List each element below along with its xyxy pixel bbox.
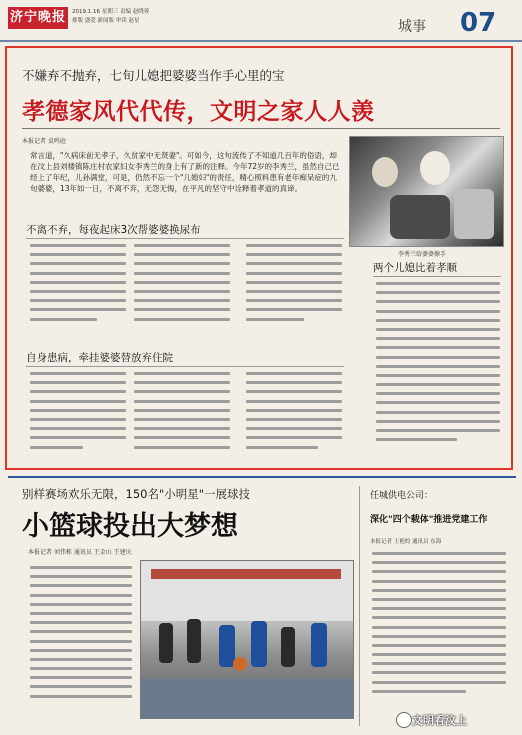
- subhead-3-rule: [373, 276, 501, 277]
- headline-divider: [22, 128, 500, 129]
- side-byline: 本报记者 王艳的 通讯员 东海: [370, 539, 442, 545]
- sports-kicker: 别样赛场欢乐无限，150名"小明星"一展球技: [22, 487, 251, 501]
- newspaper-logo: 济宁晚报: [8, 7, 68, 29]
- sports-text-column: [30, 566, 132, 716]
- subhead-2: 自身患病，牵挂婆婆替放弃住院: [26, 352, 173, 364]
- masthead-meta-line2: 排版 盛爱 新闻版 审读 赵星: [72, 18, 140, 24]
- sports-byline: 本报记者 刘伟栋 通讯员 王金山 王建庆: [28, 549, 132, 556]
- section-name: 城事: [398, 19, 426, 35]
- text-column-5: [134, 372, 230, 464]
- column-divider: [359, 486, 360, 726]
- masthead-meta: [72, 8, 149, 26]
- side-text-column: [372, 552, 506, 712]
- basketball-photo: [140, 560, 354, 719]
- text-column-7: [376, 282, 500, 462]
- sports-headline: 小篮球投出大梦想: [22, 511, 238, 542]
- side-headline: 深化"四个载体"推进党建工作: [370, 515, 488, 525]
- subhead-3: 两个儿媳比着孝顺: [373, 262, 457, 274]
- subhead-1: 不离不弃，每夜起床3次帮婆婆换尿布: [26, 224, 201, 236]
- text-column-3: [246, 244, 342, 336]
- story-divider: [8, 476, 516, 478]
- watermark-icon: [396, 712, 412, 728]
- lead-kicker: 不嫌弃不抛弃，七旬儿媳把婆婆当作手心里的宝: [22, 68, 285, 83]
- text-column-1: [30, 244, 126, 336]
- page-number: 07: [460, 8, 497, 38]
- subhead-1-rule: [26, 238, 344, 239]
- masthead-meta-line1: 2019.1.16 星期三 责编 赵晓蓉: [72, 9, 150, 15]
- masthead-divider: [0, 40, 522, 42]
- lead-photo-caption: 李秀兰给婆婆擦手: [398, 251, 447, 258]
- watermark: 文明看汶上: [412, 714, 467, 727]
- side-kicker: 任城供电公司：: [370, 491, 434, 501]
- lead-byline: 本报记者 袁鸣庭: [22, 138, 66, 145]
- text-column-2: [134, 244, 230, 336]
- subhead-2-rule: [26, 366, 344, 367]
- text-column-4: [30, 372, 126, 464]
- text-column-6: [246, 372, 342, 464]
- lead-paragraph: 常言道，"久病床前无孝子，久贫家中无贤妻"。可如今，这句流传了不知道几百年的俗语，却在汶上县刘楼镇陈庄村农家妇女李秀兰的身上有了新的注释。今年72岁的李秀兰，虽然自己已经上了年纪，儿孙满堂，可是，仍然不忘一个"儿媳妇"的责任，精心照料患有老年痴呆症的九旬婆婆，13年如一日，不离不弃，无怨无悔，在平凡的坚守中诠释着孝道的真谛。: [30, 151, 340, 193]
- lead-photo: [349, 136, 504, 247]
- lead-headline: 孝德家风代代传，文明之家人人羡: [22, 98, 375, 125]
